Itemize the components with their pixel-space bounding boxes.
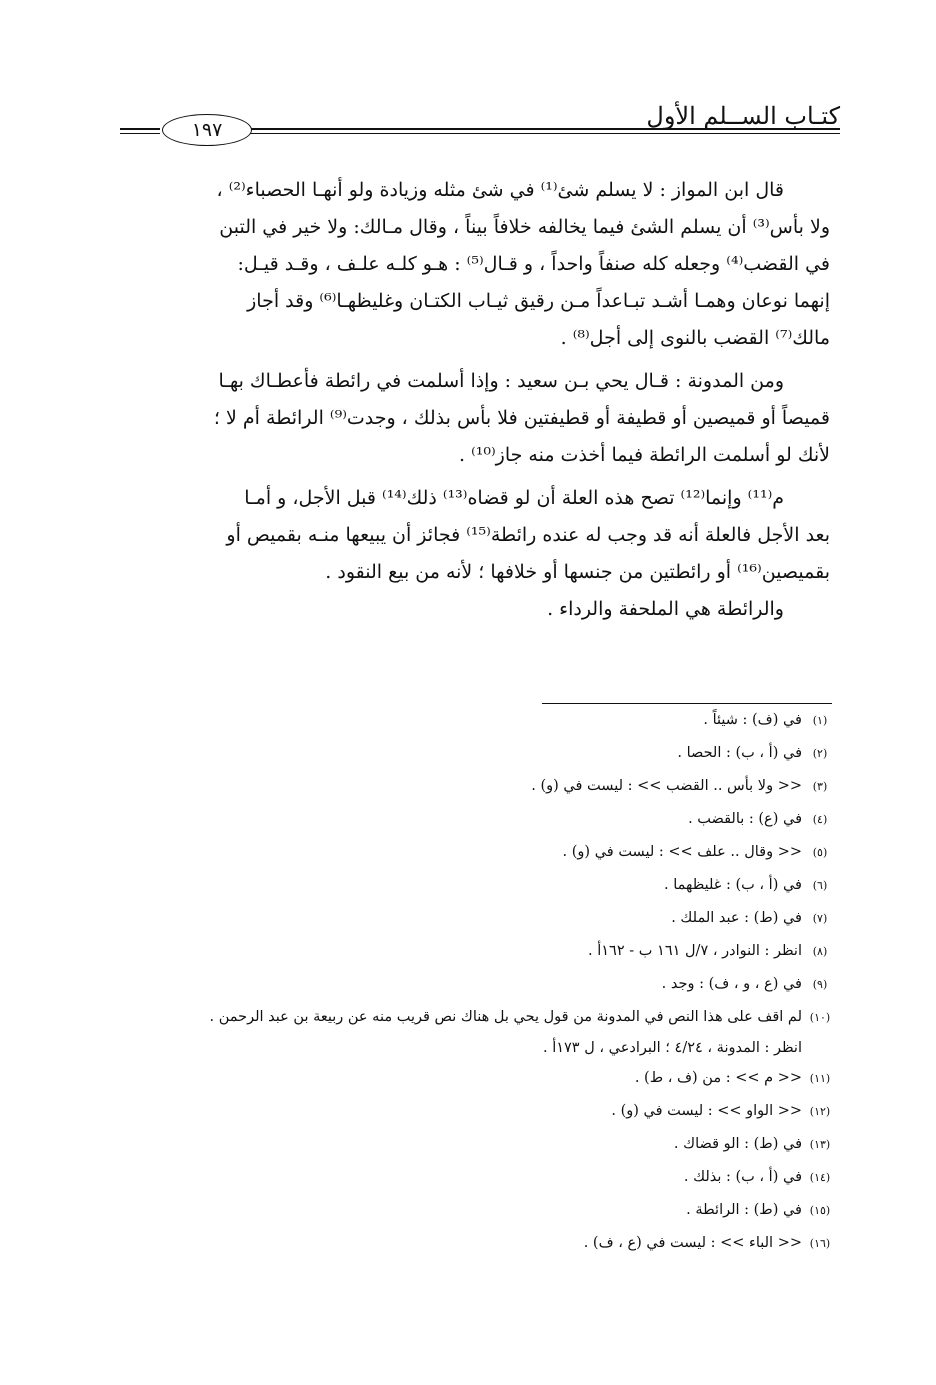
footnote xyxy=(112,712,838,745)
footnote xyxy=(112,844,838,877)
text-line: في القضب⁽⁴⁾ وجعله كله صنفاً واحداً ، و قـال⁽⁵⁾ : هـو كلـه علـف ، وقـد قيـل: xyxy=(237,253,830,275)
footnote-number: (٦) xyxy=(812,879,828,892)
header-rule xyxy=(240,128,840,130)
footnote xyxy=(112,943,838,976)
footnote-text: في (ع ، و ، ف) : وجد . xyxy=(661,976,802,992)
text-line: والرائطة هي الملحفة والرداء . xyxy=(547,598,784,620)
footnote xyxy=(112,1070,838,1103)
text-line: م⁽¹¹⁾ وإنما⁽¹²⁾ تصح هذه العلة أن لو قضاه⁽¹³⁾ ذلك⁽¹⁴⁾ قبل الأجل، و أمـا xyxy=(244,487,784,509)
text-line: قال ابن المواز : لا يسلم شئ⁽¹⁾ في شئ مثله وزيادة ولو أنهـا الحصباء⁽²⁾ ، xyxy=(216,179,784,201)
footnote xyxy=(112,745,838,778)
footnote-text: في (ف) : شيئاً . xyxy=(703,712,802,728)
footnote-separator xyxy=(542,703,832,704)
footnote-number: (٥) xyxy=(812,846,828,859)
text-line: إنهما نوعان وهمـا أشـد تبـاعداً مـن رقيق ثيـاب الكتـان وغليظهـا⁽⁶⁾ وقد أجاز xyxy=(247,290,830,312)
footnote-text: في (أ ، ب) : غليظهما . xyxy=(664,877,802,893)
footnote-text: انظر : المدونة ، ٤/٢٤ ؛ البرادعي ، ل ١٧٣أ . xyxy=(542,1040,802,1056)
text-line: بقميصين⁽¹⁶⁾ أو رائطتين من جنسها أو خلافها ؛ لأنه من بيع النقود . xyxy=(325,561,830,583)
footnote-number: (٤) xyxy=(812,813,828,826)
header-rule-left-thin xyxy=(120,133,160,134)
text-line: مالك⁽⁷⁾ القضب بالنوى إلى أجل⁽⁸⁾ . xyxy=(560,327,830,349)
footnote xyxy=(112,1235,838,1268)
footnote-text: في (ع) : بالقضب . xyxy=(688,811,802,827)
main-text xyxy=(112,172,830,628)
footnote-number: (٩) xyxy=(812,978,828,991)
footnote-text: انظر : النوادر ، ٧/ل ١٦١ ب - ١٦٢أ . xyxy=(588,943,802,959)
footnote-text: في (ط) : الرائطة . xyxy=(686,1202,802,1218)
footnote-text: لم اقف على هذا النص في المدونة من قول يحي بل هناك نص قريب منه عن ربيعة بن عبد الرحمن . xyxy=(209,1009,802,1025)
footnote-number: (١٠) xyxy=(809,1011,831,1024)
text-line: لأنك لو أسلمت الرائطة فيما أخذت منه جاز⁽¹⁰⁾ . xyxy=(459,444,830,466)
footnote xyxy=(112,1169,838,1202)
footnote-text: << الباء >> : ليست في (ع ، ف) . xyxy=(583,1235,802,1251)
footnote xyxy=(112,1009,838,1040)
page-number: ١٩٧ xyxy=(162,114,252,146)
footnote-number: (٢) xyxy=(812,747,828,760)
footnote-text: << م >> : من (ف ، ط) . xyxy=(634,1070,802,1086)
footnote-number: (٣) xyxy=(812,780,828,793)
footnote-text: في (أ ، ب) : بذلك . xyxy=(683,1169,802,1185)
footnote xyxy=(112,877,838,910)
footnote-text: << الواو >> : ليست في (و) . xyxy=(611,1103,802,1119)
text-line: ولا بأس⁽³⁾ أن يسلم الشئ فيما يخالفه خلافاً بيناً ، وقال مـالك: ولا خير في التبن xyxy=(219,216,830,238)
footnote-number: (١٣) xyxy=(809,1138,831,1151)
header-rule-left xyxy=(120,128,160,130)
footnotes xyxy=(112,712,838,1268)
footnote-number: (١٢) xyxy=(809,1105,831,1118)
footnote-text: في (ط) : الو قضاك . xyxy=(673,1136,802,1152)
footnote xyxy=(112,1103,838,1136)
running-header xyxy=(120,100,840,150)
text-line: قميصاً أو قميصين أو قطيفة أو قطيفتين فلا بأس بذلك ، وجدت⁽⁹⁾ الرائطة أم لا ؛ xyxy=(213,407,830,429)
text-line: بعد الأجل فالعلة أنه قد وجب له عنده رائطة⁽¹⁵⁾ فجائز أن يبيعها منـه بقميص أو xyxy=(226,524,830,546)
footnote-text: << وقال .. علف >> : ليست في (و) . xyxy=(562,844,802,860)
footnote xyxy=(112,811,838,844)
footnote-text: في (أ ، ب) : الحصا . xyxy=(677,745,802,761)
book-title: كتـاب الســلم الأول xyxy=(646,102,840,130)
footnote xyxy=(112,1136,838,1169)
footnote-number: (١) xyxy=(812,714,828,727)
footnote xyxy=(112,976,838,1009)
footnote xyxy=(112,910,838,943)
footnote xyxy=(112,778,838,811)
footnote-text: في (ط) : عبد الملك . xyxy=(671,910,802,926)
footnote-number: (٨) xyxy=(812,945,828,958)
footnote-number: (١٥) xyxy=(809,1204,831,1217)
footnote-number: (١١) xyxy=(809,1072,831,1085)
footnote-number: (١٦) xyxy=(809,1237,831,1250)
header-rule-thin xyxy=(240,133,840,134)
footnote-number: (٧) xyxy=(812,912,828,925)
footnote-number: (١٤) xyxy=(809,1171,831,1184)
text-line: ومن المدونة : قـال يحي بـن سعيد : وإذا أسلمت في رائطة فأعطـاك بهـا xyxy=(218,370,784,392)
footnote xyxy=(112,1202,838,1235)
footnote-continuation xyxy=(112,1040,838,1070)
footnote-text: << ولا بأس .. القضب >> : ليست في (و) . xyxy=(531,778,802,794)
